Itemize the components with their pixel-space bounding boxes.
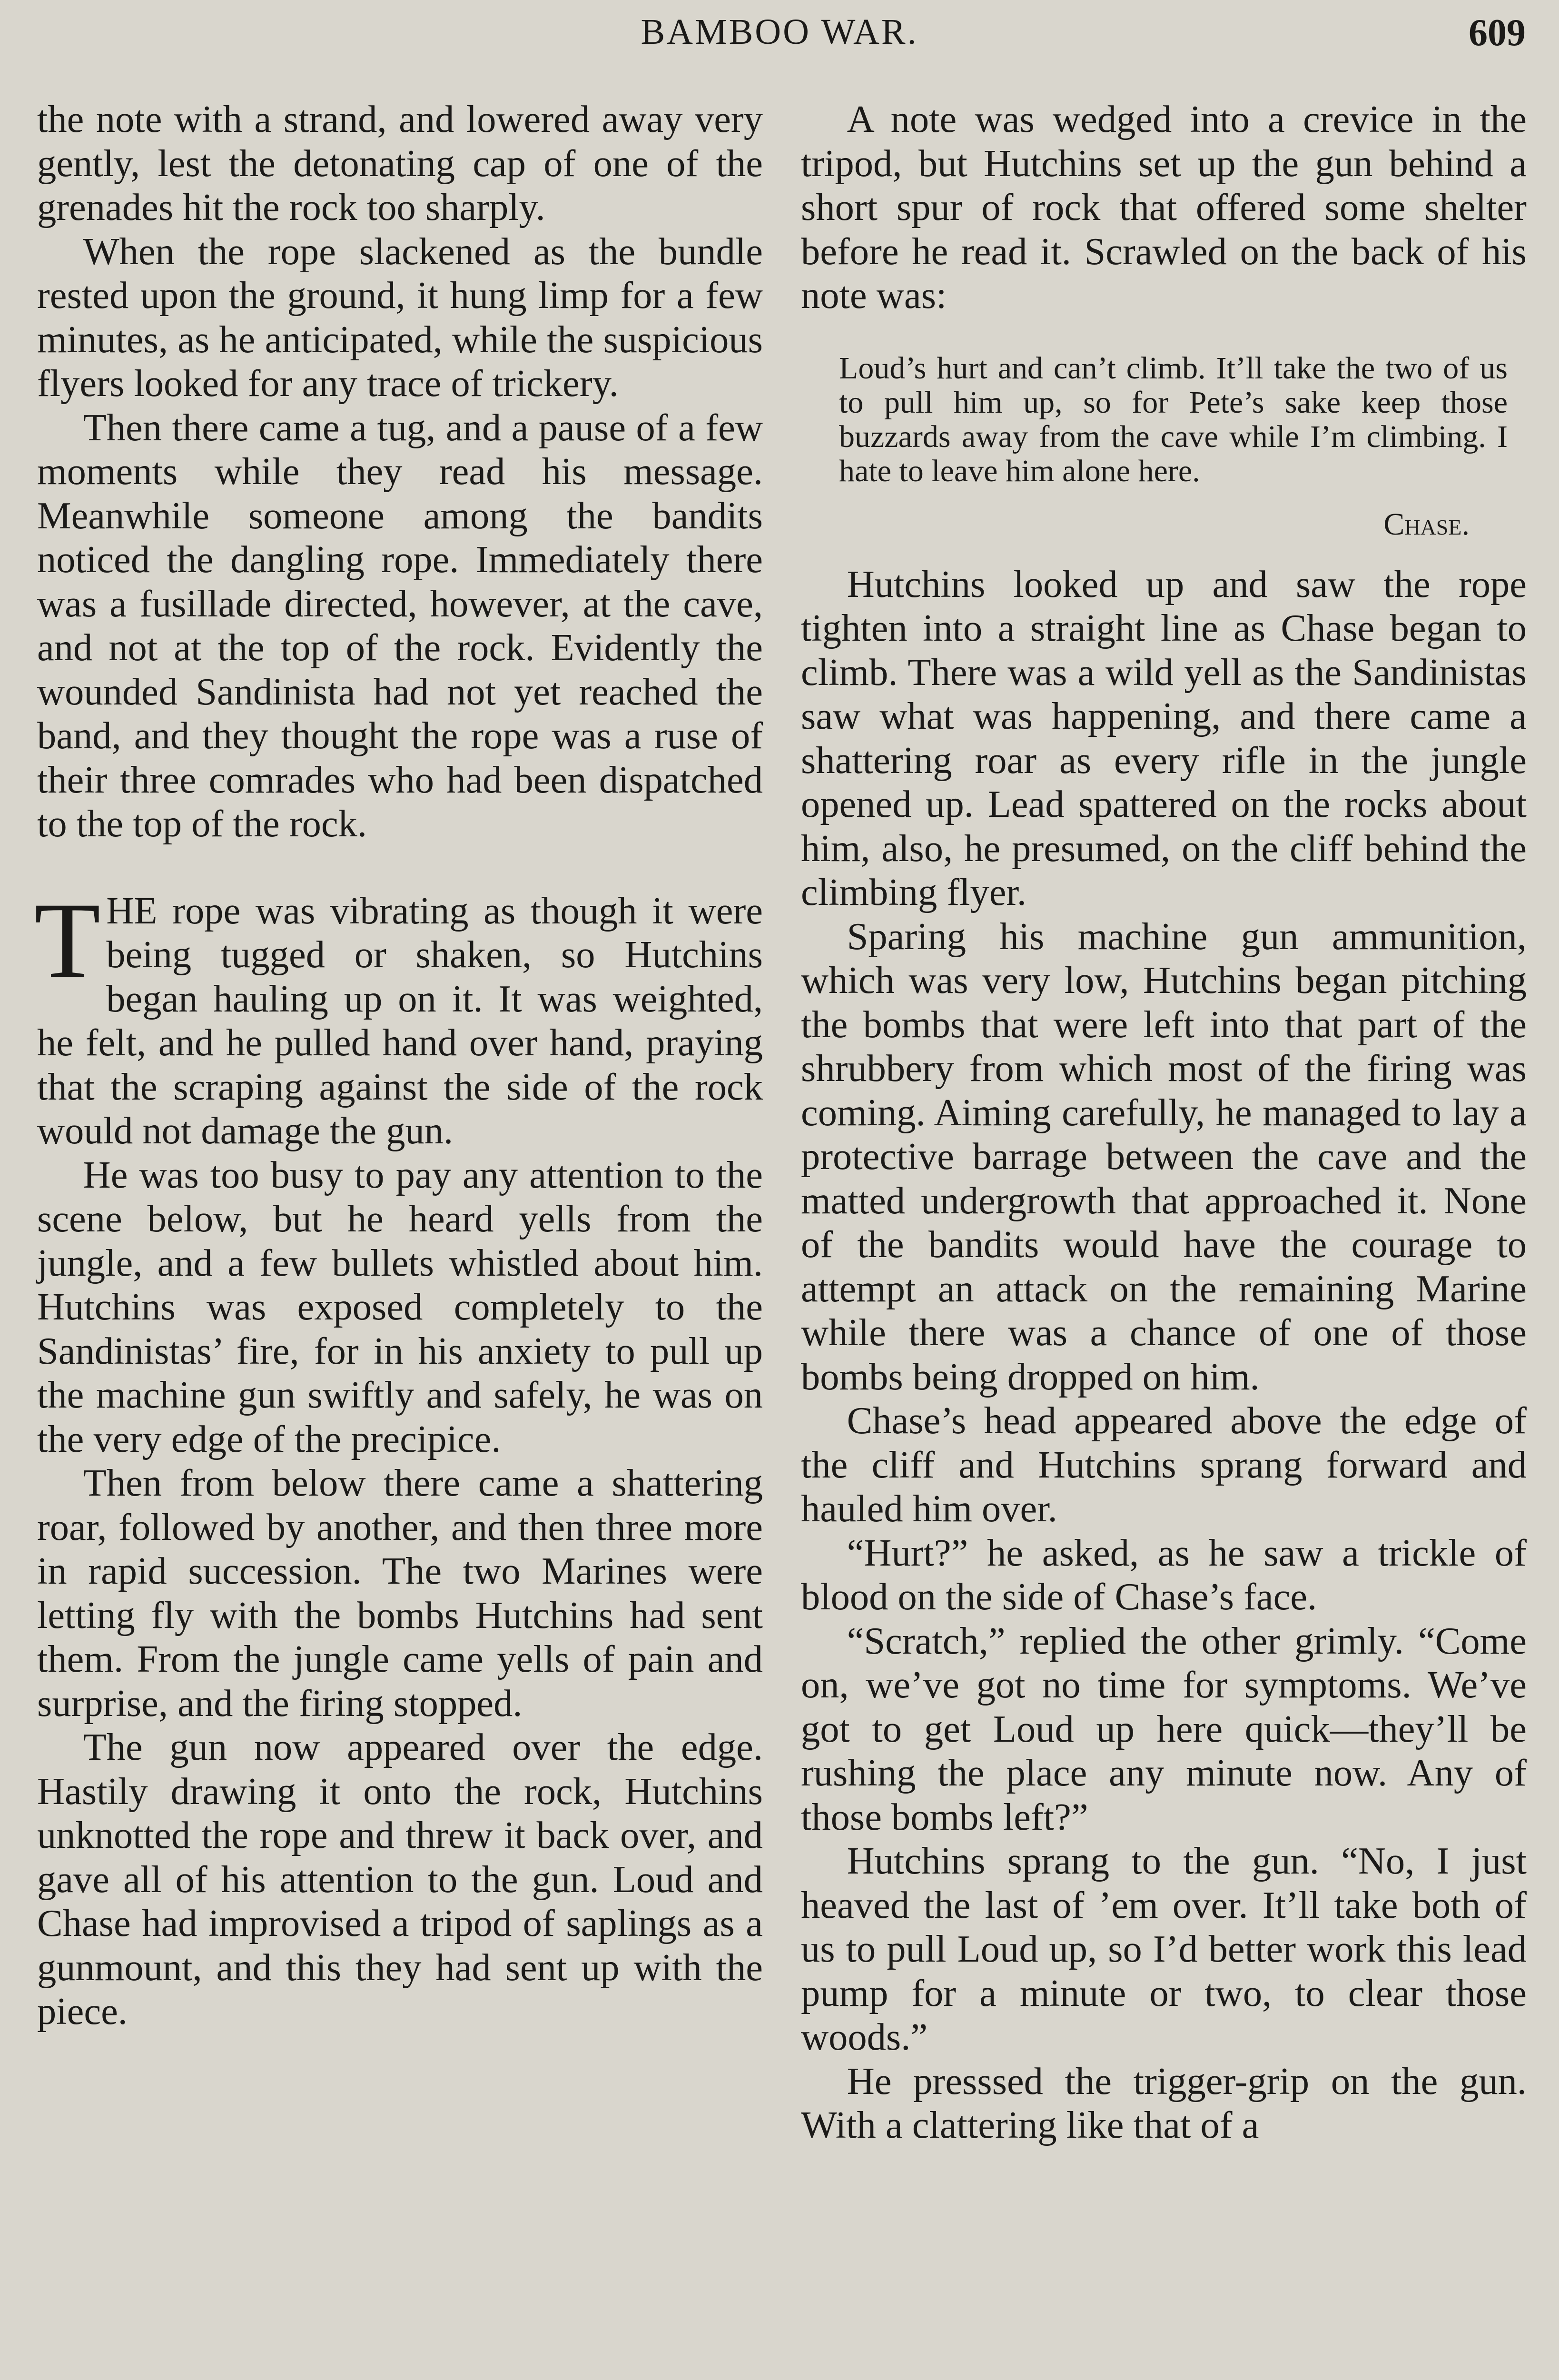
running-title: BAMBOO WAR. <box>641 12 918 52</box>
paragraph: When the rope slackened as the bundle rested upon the ground, it hung limp for a few minutes, as he anticipated, while the suspicious flyers looked for any trace of trickery. <box>37 230 763 405</box>
section-opening-paragraph <box>34 880 763 1153</box>
paragraph: Then there came a tug, and a pause of a few moments while they read his message. Meanwhile someone among the bandits noticed the dangling rope. Immediately there was a fusillade directed, however, at the cave, and not at the top of the rock. Evidently the wounded Sandinista had not yet reached the band, and they thought the rope was a ruse of their three comrades who had been dispatched to the top of the rock. <box>37 406 763 845</box>
page-number: 609 <box>1469 12 1526 54</box>
paragraph: A note was wedged into a crevice in the tripod, but Hutchins set up the gun behind a short spur of rock that offered some shelter before he read it. Scrawled on the back of his note was: <box>801 98 1527 317</box>
paragraph: The gun now appeared over the edge. Hastily drawing it onto the rock, Hutchins unknotted the rope and threw it back over, and gave all of his attention to the gun. Loud and Chase had improvised a tripod of saplings as a gunmount, and this they had sent up with the piece. <box>37 1726 763 2033</box>
page-header <box>0 11 1559 59</box>
quoted-note <box>839 351 1508 488</box>
paragraph: He was too busy to pay any attention to the scene below, but he heard yells from the jungle, and a few bullets whistled about him. Hutchins was exposed completely to the Sandinistas’ fire, for in his anxiety to pull up the machine gun swiftly and safely, he was on the very edge of the precipice. <box>37 1153 763 1460</box>
paragraph: the note with a strand, and lowered away very gently, lest the detonating cap of one of the grenades hit the rock too sharply. <box>37 98 763 228</box>
right-column <box>801 98 1527 2148</box>
note-text: Loud’s hurt and can’t climb. It’ll take the two of us to pull him up, so for Pete’s sake keep those buzzards away from the cave while I’m climbing. I hate to leave him alone here. <box>839 350 1508 488</box>
note-signature: Chase. <box>1383 506 1470 542</box>
drop-cap: T <box>34 880 101 1001</box>
paragraph: “Scratch,” replied the other grimly. “Come on, we’ve got no time for symptoms. We’ve got to get Loud up here quick—they’ll be rushing the place any minute now. Any of those bombs left?” <box>801 1619 1527 1838</box>
paragraph: “Hurt?” he asked, as he saw a trickle of blood on the side of Chase’s face. <box>801 1531 1527 1618</box>
paragraph: Sparing his machine gun ammunition, which was very low, Hutchins began pitching the bombs that were left into that part of the shrubbery from which most of the firing was coming. Aiming carefully, he managed to lay a protective barrage between the cave and the matted undergrowth that approached it. None of the bandits would have the courage to attempt an attack on the remaining Marine while there was a chance of one of those bombs being dropped on him. <box>801 915 1527 1398</box>
paragraph: He presssed the trigger-grip on the gun. With a clattering like that of a <box>801 2060 1527 2146</box>
left-column <box>34 98 763 2034</box>
paragraph: Chase’s head appeared above the edge of the cliff and Hutchins sprang forward and hauled him over. <box>801 1399 1527 1530</box>
paragraph: Then from below there came a shattering roar, followed by another, and then three more in rapid succession. The two Marines were letting fly with the bombs Hutchins had sent them. From the jungle came yells of pain and surprise, and the firing stopped. <box>37 1462 763 1725</box>
paragraph-text: HE rope was vibrating as though it were being tugged or shaken, so Hutchins began hauling up on it. It was weighted, he felt, and he pulled hand over hand, praying that the scraping against the side of the rock would not damage the gun. <box>37 889 763 1152</box>
paragraph: Hutchins sprang to the gun. “No, I just heaved the last of ’em over. It’ll take both of us to pull Loud up, so I’d better work this lead pump for a minute or two, to clear those woods.” <box>801 1840 1527 2058</box>
paragraph: Hutchins looked up and saw the rope tighten into a straight line as Chase began to climb. There was a wild yell as the Sandinistas saw what was happening, and there came a shattering roar as every rifle in the jungle opened up. Lead spattered on the rocks about him, also, he presumed, on the cliff behind the climbing flyer. <box>801 563 1527 913</box>
